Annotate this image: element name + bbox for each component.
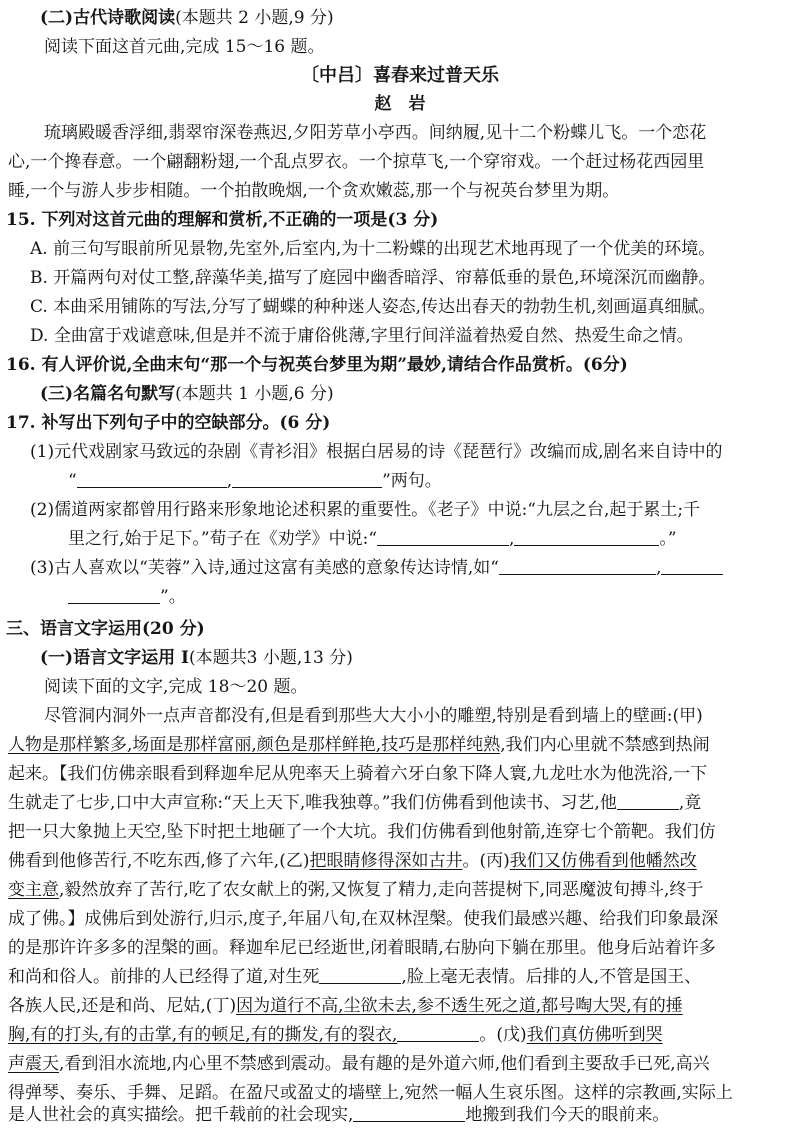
- language-heading-note: (20 分): [142, 619, 205, 639]
- question-16-stem: 16. 有人评价说,全曲末句“那一个与祝英台梦里为期”最妙,请结合作品赏析。(6分): [6, 355, 628, 375]
- answer-blank[interactable]: [77, 471, 227, 488]
- underlined-sentence-a: 人物是那样繁多,场面是那样富丽,颜色是那样鲜艳,技巧是那样纯熟: [8, 735, 501, 755]
- item-3-tail: ”。: [160, 587, 186, 607]
- passage-line: [8, 878, 703, 902]
- poem-author: 赵 岩: [374, 94, 426, 114]
- question-15-option-d: D. 全曲富于戏谑意味,但是并不流于庸俗佻薄,字里行间洋溢着热爱自然、热爱生命之情。: [30, 326, 694, 346]
- answer-blank[interactable]: [377, 529, 509, 546]
- passage-line: [8, 1023, 663, 1047]
- question-15-option-c: C. 本曲采用铺陈的写法,分写了蝴蝶的种种迷人姿态,传达出春天的勃勃生机,刻画逼真细腻。: [30, 297, 716, 317]
- comma: ,: [655, 558, 662, 578]
- answer-blank[interactable]: [319, 967, 401, 984]
- passage-text: ,脸上毫无表情。后排的人,不管是国王、: [401, 967, 702, 987]
- passage-text: 和尚和俗人。前排的人已经得了道,对生死: [8, 967, 320, 987]
- question-17-item-2: (2)儒道两家都曾用行路来形象地论述积累的重要性。《老子》中说:“九层之台,起于累土;千: [30, 500, 701, 520]
- poem-text-line: 琉璃殿暖香浮细,翡翠帘深卷燕迟,夕阳芳草小亭西。间纳履,见十二个粉蝶儿飞。一个恋花: [44, 123, 707, 143]
- poetry-heading-label: (二)古代诗歌阅读: [40, 8, 176, 28]
- question-15-option-a: A. 前三句写眼前所见景物,先室外,后室内,为十二粉蝶的出现艺术地再现了一个优美的环境。: [30, 239, 716, 259]
- passage-text: 各族人民,还是和尚、尼姑,(丁): [8, 996, 237, 1016]
- passage-text: 生就走了七步,口中大声宣称:“天上天下,唯我独尊。”我们仿佛看到他读书、习艺,他: [8, 793, 617, 813]
- passage-text: ,我们内心里就不禁感到热闹: [500, 735, 710, 755]
- poem-title: 〔中吕〕喜春来过普天乐: [301, 65, 499, 86]
- passage-text: ,毅然放弃了苦行,吃了农女献上的粥,又恢复了精力,走向菩提树下,同恶魔波旬搏斗,终于: [59, 880, 704, 900]
- item-3-lead: (3)古人喜欢以“芙蓉”入诗,通过这富有美感的意象传达诗情,如“: [30, 558, 499, 578]
- question-17-item-3-cont: [68, 585, 186, 609]
- question-17-stem: 17. 补写出下列句子中的空缺部分。(6 分): [6, 413, 331, 433]
- passage-line: [8, 849, 697, 873]
- passage-line: [8, 994, 683, 1018]
- underlined-sentence-e: 我们真仿佛听到哭: [526, 1025, 663, 1045]
- question-15-option-b: B. 开篇两句对仗工整,辞藻华美,描写了庭园中幽香暗浮、帘幕低垂的景色,环境深沉而幽静。: [30, 268, 716, 288]
- passage-text: ,看到泪水流地,内心里不禁感到震动。最有趣的是外道六师,他们看到主要敌手已死,高兴: [59, 1054, 710, 1074]
- answer-blank[interactable]: [353, 1105, 465, 1122]
- item-2-lead: 里之行,始于足下。”荀子在《劝学》中说:“: [68, 529, 378, 549]
- question-15-stem: 15. 下列对这首元曲的理解和赏析,不正确的一项是(3 分): [6, 210, 439, 230]
- passage-instruction: 阅读下面的文字,完成 18～20 题。: [44, 677, 308, 697]
- section-heading-poetry: [40, 6, 334, 30]
- subsection-note: (本题共3 小题,13 分): [188, 648, 353, 668]
- section-heading-recitation: [40, 382, 334, 406]
- underlined-sentence-d: 因为道行不高,尘欲未去,参不透生死之道,都号啕大哭,有的捶: [236, 996, 683, 1016]
- passage-text: 是人世社会的真实描绘。把千载前的社会现实,: [8, 1105, 354, 1125]
- poem-text-line: 心,一个搀春意。一个翩翻粉翅,一个乱点罗衣。一个掠草飞,一个穿帘戏。一个赶过杨花西园里: [8, 152, 705, 172]
- comma: ,: [509, 529, 515, 549]
- recitation-heading-label: (三)名篇名句默写: [40, 384, 176, 404]
- passage-text: 佛看到他修苦行,不吃东西,修了六年,(乙): [8, 851, 310, 871]
- item-2-tail: 。”: [659, 529, 677, 549]
- subsection-heading: [40, 646, 353, 670]
- poetry-heading-note: (本题共 2 小题,9 分): [175, 8, 334, 28]
- answer-blank[interactable]: [232, 471, 382, 488]
- answer-blank[interactable]: [397, 1025, 479, 1042]
- passage-line: [8, 1103, 669, 1127]
- passage-line: 的是那许许多多的涅槃的画。释迦牟尼已经逝世,闭着眼睛,右胁向下躺在那里。他身后站着许多: [8, 938, 716, 958]
- comma: ,: [226, 471, 233, 491]
- item-1-tail: ”两句。: [382, 471, 442, 491]
- underlined-sentence-c: 我们又仿佛看到他幡然改: [509, 851, 697, 871]
- passage-line: [8, 791, 701, 815]
- passage-text: 。(丙): [462, 851, 510, 871]
- underlined-sentence-d-cont: 胸,有的打头,有的击掌,有的顿足,有的撕发,有的裂衣,: [8, 1025, 398, 1045]
- passage-line: 成了佛。】成佛后到处游行,归示,度子,年届八旬,在双林涅槃。使我们最感兴趣、给我们印象最深: [8, 909, 719, 929]
- underlined-sentence-b: 把眼睛修得深如古井: [309, 851, 463, 871]
- question-17-item-1: (1)元代戏剧家马致远的杂剧《青衫泪》根据白居易的诗《琵琶行》改编而成,剧名来自诗中的: [30, 442, 723, 462]
- passage-line: 把一只大象抛上天空,坠下时把土地砸了一个大坑。我们仿佛看到他射箭,连穿七个箭靶。我们仿: [8, 822, 716, 842]
- underlined-sentence-c-cont: 变主意: [8, 880, 59, 900]
- poetry-instruction: 阅读下面这首元曲,完成 15～16 题。: [44, 37, 325, 57]
- question-17-item-2-blanks: [68, 527, 677, 551]
- answer-blank[interactable]: [617, 793, 679, 810]
- answer-blank[interactable]: [499, 558, 656, 575]
- answer-blank[interactable]: [661, 558, 723, 575]
- question-17-item-1-blanks: [68, 469, 442, 493]
- passage-line: [8, 733, 710, 757]
- question-17-item-3: [30, 556, 723, 580]
- passage-line: 起来。【我们仿佛亲眼看到释迦牟尼从兜率天上骑着六牙白象下降人寰,九龙吐水为他洗浴,一下: [8, 764, 708, 784]
- passage-line: [8, 965, 701, 989]
- answer-blank[interactable]: [68, 587, 160, 604]
- poem-text-line: 睡,一个与游人步步相随。一个拍散晚烟,一个贪欢嫩蕊,那一个与祝英台梦里为期。: [8, 181, 620, 201]
- passage-text: ,竟: [678, 793, 702, 813]
- subsection-label: (一)语言文字运用 Ⅰ: [40, 648, 189, 668]
- passage-line: 得弹琴、奏乐、手舞、足蹈。在盈尺或盈丈的墙壁上,宛然一幅人生哀乐图。这样的宗教画,实际上: [8, 1083, 733, 1103]
- recitation-heading-note: (本题共 1 小题,6 分): [175, 384, 334, 404]
- open-quote: “: [68, 471, 77, 491]
- answer-blank[interactable]: [514, 529, 659, 546]
- passage-line: [8, 1052, 710, 1076]
- section-heading-language: [6, 617, 205, 641]
- language-heading-label: 三、语言文字运用: [6, 619, 142, 639]
- passage-text: 地搬到我们今天的眼前来。: [465, 1105, 670, 1125]
- passage-text: 。(戊): [479, 1025, 527, 1045]
- underlined-sentence-e-cont: 声震天: [8, 1054, 59, 1074]
- passage-line: 尽管洞内洞外一点声音都没有,但是看到那些大大小小的雕塑,特别是看到墙上的壁画:(甲): [44, 706, 703, 726]
